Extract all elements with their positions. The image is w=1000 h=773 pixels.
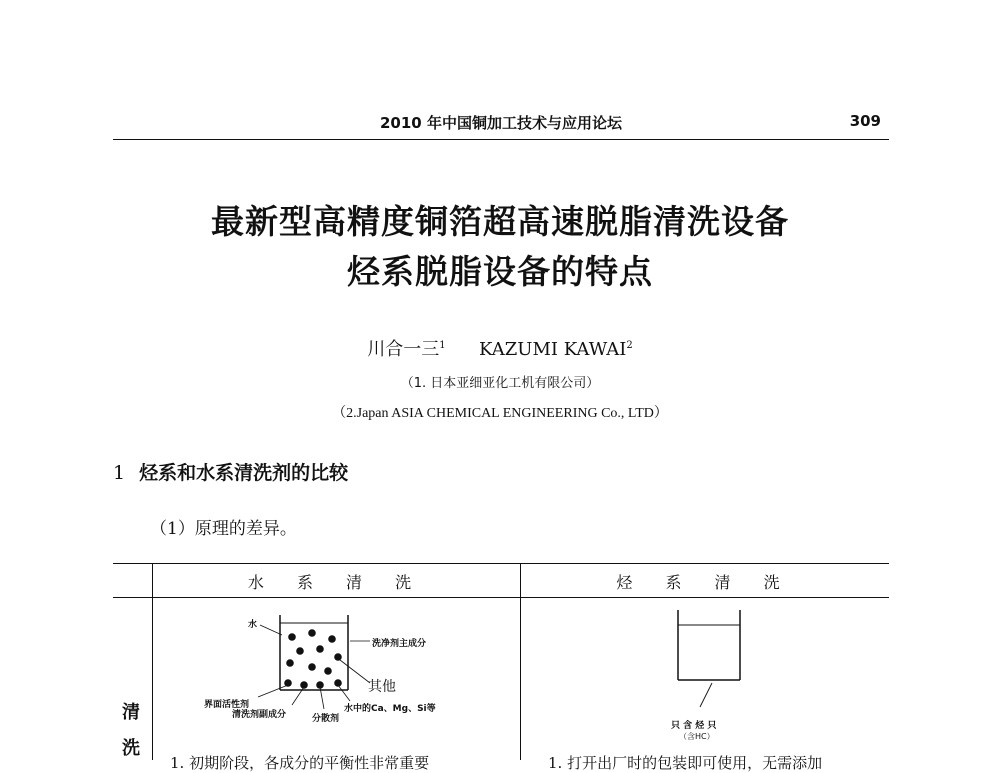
label-hc-only: 只 含 烃 只	[671, 721, 717, 731]
label-water: 水	[248, 620, 258, 630]
label-dispersant: 分散剂	[312, 714, 340, 724]
label-main-component: 洗净剂主成分	[372, 639, 427, 649]
label-surfactant: 界面活性剂	[204, 700, 250, 710]
author-2-affiliation-mark: 2	[626, 340, 633, 351]
title-line-1: 最新型高精度铜箔超高速脱脂清洗设备	[211, 202, 789, 241]
hc-cleaning-text: 1. 打开出厂时的包装即可使用，无需添加	[548, 754, 823, 772]
section-title: 烃系和水系清洗剂的比较	[139, 462, 349, 484]
affiliation-1: （1. 日本亚细亚化工机有限公司）	[400, 376, 600, 391]
label-hc-sub: （含HC）	[679, 732, 715, 741]
water-cleaning-text: 1. 初期阶段，各成分的平衡性非常重要	[170, 754, 430, 772]
table-header-rule	[113, 597, 889, 598]
section-heading	[113, 458, 348, 485]
section-number: 1	[113, 462, 126, 484]
table-top-rule	[113, 563, 889, 564]
row-label-char-1: 清	[122, 702, 140, 723]
page-number: 309	[849, 112, 881, 130]
subsection-heading: （1）原理的差异。	[150, 519, 297, 539]
author-2: KAZUMI KAWAI	[479, 339, 627, 360]
affiliation-2: （2.Japan ASIA CHEMICAL ENGINEERING Co., LTD）	[332, 406, 668, 421]
author-1-affiliation-mark: 1	[439, 340, 446, 351]
label-aux-component: 清洗剂副成分	[232, 710, 287, 720]
header-water-cleaning: 水 系 清 洗	[247, 573, 426, 592]
title-line-2: 烃系脱脂设备的特点	[347, 252, 653, 291]
label-other: 其他	[368, 679, 396, 695]
hc-diagram-graphic	[660, 605, 760, 715]
header-hydrocarbon-cleaning: 烃 系 清 洗	[616, 573, 794, 592]
author-1: 川合一三	[367, 339, 440, 360]
row-label-char-2: 洗	[122, 738, 140, 759]
authors	[0, 335, 1000, 361]
label-ions: 水中的Ca、Mg、Si等	[344, 704, 436, 714]
header-rule	[113, 139, 889, 140]
journal-title: 2010 年中国铜加工技术与应用论坛	[380, 114, 622, 132]
running-header	[113, 112, 889, 138]
